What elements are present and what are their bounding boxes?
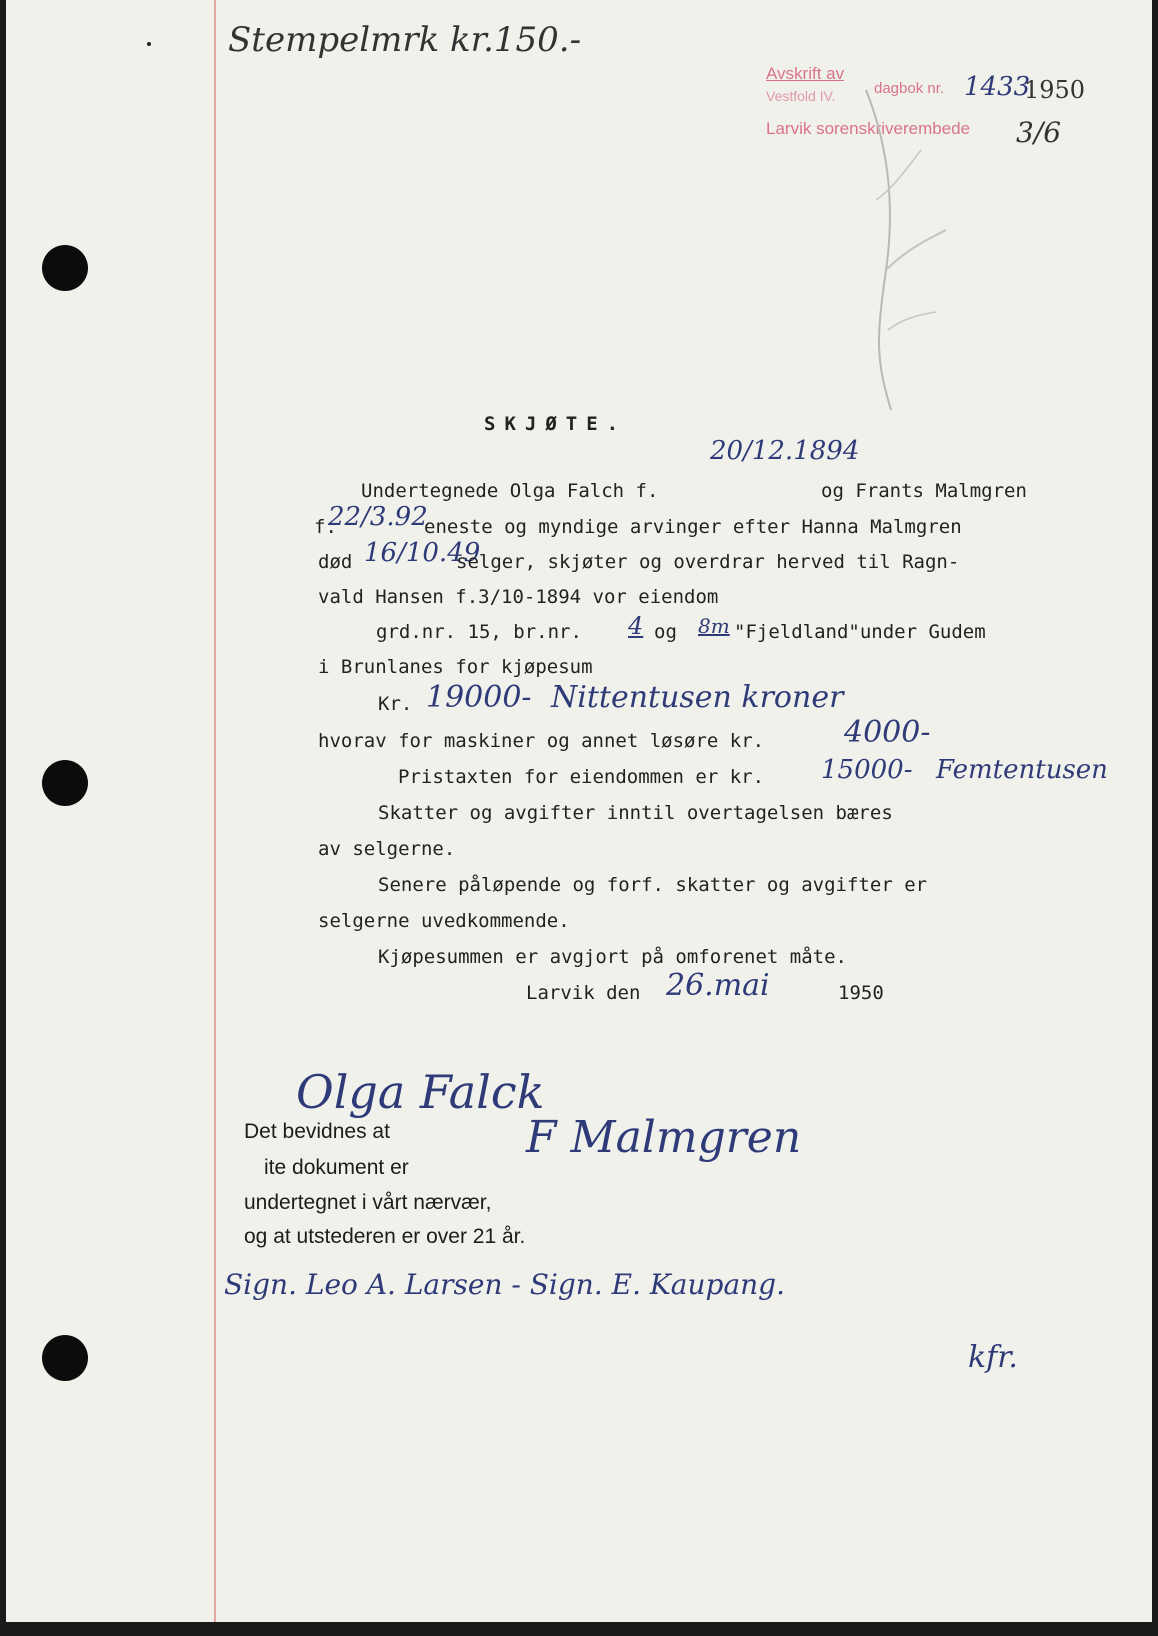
body-line-7a: Kr. <box>378 693 413 715</box>
punch-hole <box>42 245 88 291</box>
body-line-13: selgerne uvedkommende. <box>318 910 570 932</box>
stamp-date-note: 3/6 <box>1016 116 1062 149</box>
property-number-4: 4 <box>628 612 644 640</box>
signature-f-malmgren: F Malmgren <box>526 1112 802 1163</box>
body-line-3a: død <box>318 551 353 573</box>
death-note: 16/10.49 <box>364 538 481 568</box>
date-year: 1950 <box>838 982 884 1004</box>
body-line-9: Pristaxten for eiendommen er kr. <box>398 766 765 788</box>
punch-hole <box>42 760 88 806</box>
price-amount: 19000- <box>426 680 532 715</box>
body-line-5a: grd.nr. 15, br.nr. <box>376 621 582 643</box>
initials-note: kfr. <box>968 1340 1018 1375</box>
document-title: SKJØTE. <box>484 413 628 435</box>
punch-hole <box>42 1335 88 1381</box>
stamp-fee-note: Stempelmrk kr.150.- <box>228 20 582 60</box>
stamp-entry-number: 1433 <box>964 72 1031 102</box>
body-line-5c: "Fjeldland"under Gudem <box>734 621 986 643</box>
movables-amount: 4000- <box>844 715 931 750</box>
appraisal-amount: 15000- <box>821 755 913 785</box>
dot-mark <box>147 42 151 46</box>
notary-line-2: ite dokument er <box>264 1156 409 1179</box>
place-date-label: Larvik den <box>526 982 641 1004</box>
property-number-8: 8m <box>698 614 730 638</box>
stamp-line3: Larvik sorenskriverembede <box>766 119 971 138</box>
stamp-line2: Vestfold IV. <box>766 88 836 104</box>
body-line-3b: selger, skjøter og overdrar herved til Ragn- <box>456 551 960 573</box>
stamp-year: 1950 <box>1024 76 1086 104</box>
stamp-line1: Avskrift av <box>766 64 845 83</box>
body-line-2b: eneste og myndige arvinger efter Hanna Malmgren <box>424 516 962 538</box>
body-line-8: hvorav for maskiner og annet løsøre kr. <box>318 730 765 752</box>
margin-line <box>214 0 216 1622</box>
notary-line-1: Det bevidnes at <box>244 1120 390 1143</box>
witness-signatures: Sign. Leo A. Larsen - Sign. E. Kaupang. <box>224 1268 785 1301</box>
body-line-2a: f. <box>314 516 337 538</box>
body-line-4: vald Hansen f.3/10-1894 vor eiendom <box>318 586 719 608</box>
appraisal-words: Femtentusen <box>936 755 1108 785</box>
signature-olga-falck: Olga Falck <box>296 1065 545 1119</box>
stamp-line1b: dagbok nr. <box>874 80 945 97</box>
notary-line-4: og at utstederen er over 21 år. <box>244 1225 526 1248</box>
pencil-sketch <box>846 80 956 420</box>
body-line-14: Kjøpesummen er avgjort på omforenet måte. <box>378 946 847 968</box>
body-line-1b: og Frants Malmgren <box>821 480 1027 502</box>
document-page <box>6 0 1152 1622</box>
birth-note-frants: 22/3.92 <box>328 502 428 532</box>
body-line-5b: og <box>654 621 677 643</box>
price-words: Nittentusen kroner <box>551 680 844 715</box>
body-line-11: av selgerne. <box>318 838 456 860</box>
body-line-12: Senere påløpende og forf. skatter og avgifter er <box>378 874 928 896</box>
body-line-6: i Brunlanes for kjøpesum <box>318 656 593 678</box>
date-written: 26.mai <box>666 968 770 1003</box>
notary-line-3: undertegnet i vårt nærvær, <box>244 1191 492 1214</box>
birth-note-olga: 20/12.1894 <box>710 436 860 466</box>
body-line-1a: Undertegnede Olga Falch f. <box>361 480 659 502</box>
body-line-10: Skatter og avgifter inntil overtagelsen bæres <box>378 802 893 824</box>
